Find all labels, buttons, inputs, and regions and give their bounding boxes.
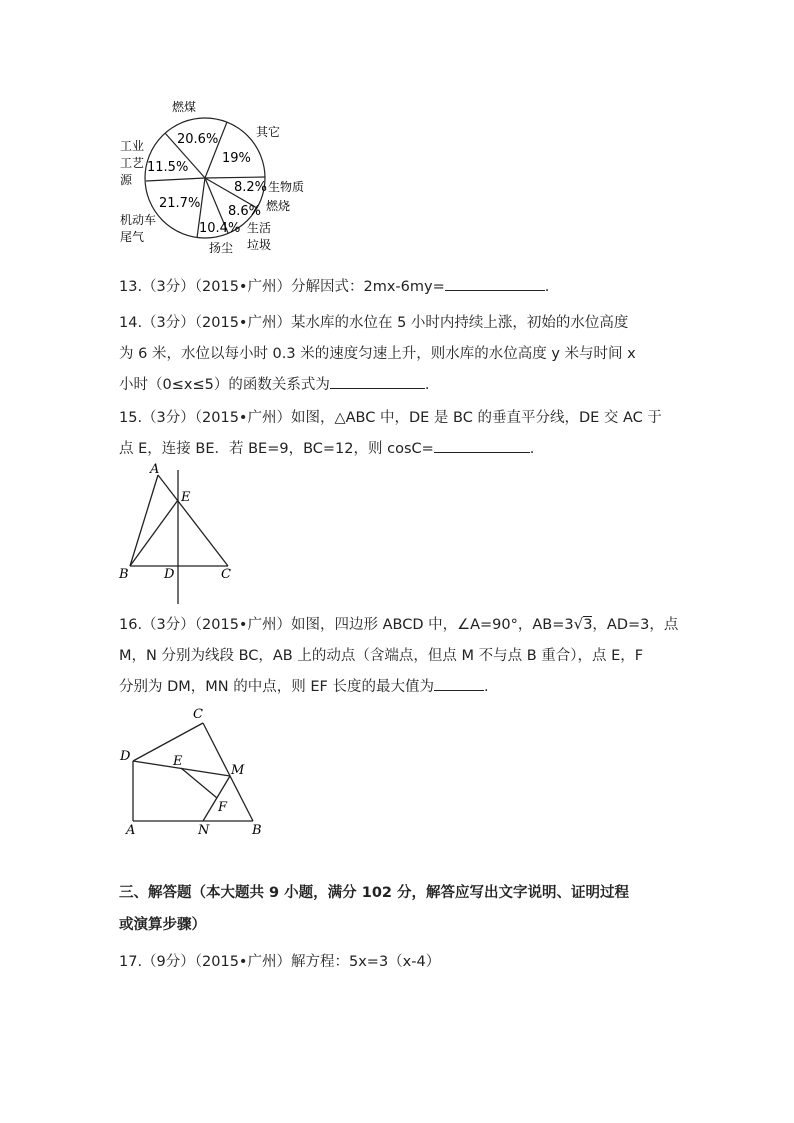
answer-blank	[445, 276, 545, 291]
answer-blank	[434, 676, 484, 691]
pie-label-bio: 生物质	[268, 180, 305, 194]
question-16-end: .	[483, 679, 489, 695]
section-3-heading-line-1: 三、解答题（本大题共 9 小题，满分 102 分，解答应写出文字说明、证明过程	[119, 885, 630, 901]
point-label-c: C	[193, 707, 203, 722]
pie-value-coal: 20.6%	[177, 132, 219, 147]
sqrt-radicand: 3	[583, 617, 593, 633]
pie-label-other: 其它	[256, 125, 281, 139]
pie-label-bio: 燃烧	[266, 199, 291, 213]
question-16-line-2: M，N 分别为线段 BC，AB 上的动点（含端点，但点 M 不与点 B 重合），点 E，F	[119, 648, 644, 664]
point-label-b: B	[119, 567, 129, 582]
pie-label-coal: 燃煤	[172, 100, 197, 114]
question-13-end: .	[544, 279, 550, 295]
pie-value-dust: 10.4%	[199, 221, 241, 236]
question-14-line-1: 14.（3分）（2015•广州）某水库的水位在 5 小时内持续上涨，初始的水位高度	[119, 315, 629, 331]
question-13	[119, 275, 549, 296]
pie-value-car: 21.7%	[159, 196, 201, 211]
question-15-line-1: 15.（3分）（2015•广州）如图，△ABC 中，DE 是 BC 的垂直平分线，DE 交 AC 于	[119, 410, 662, 426]
section-3-heading-line-2: 或演算步骤）	[119, 917, 206, 933]
segment-be	[130, 500, 178, 566]
answer-blank	[434, 438, 530, 453]
question-15-end: .	[529, 441, 535, 457]
pie-value-life: 8.6%	[228, 204, 262, 219]
pie-value-other: 19%	[222, 151, 251, 166]
segment-ac	[158, 475, 228, 566]
point-label-d: D	[120, 749, 131, 764]
question-14-line-3	[119, 373, 429, 394]
question-16-line-1	[119, 613, 678, 634]
segment-cb	[203, 723, 253, 821]
point-label-b: B	[252, 823, 262, 838]
segment-dc	[133, 723, 203, 761]
point-label-a: A	[150, 462, 160, 477]
pie-label-car: 尾气	[120, 230, 145, 244]
question-13-text: 13.（3分）（2015•广州）分解因式：2mx-6my=	[119, 279, 445, 295]
question-14-text: 小时（0≤x≤5）的函数关系式为	[119, 377, 330, 393]
point-label-m: M	[231, 763, 245, 778]
pie-value-ind: 11.5%	[147, 160, 189, 175]
question-16-text-a: 16.（3分）（2015•广州）如图，四边形 ABCD 中，∠A=90°，AB=3	[119, 617, 574, 633]
point-label-e: E	[173, 754, 183, 769]
question-15-line-2	[119, 437, 534, 458]
question-14-end: .	[424, 377, 430, 393]
segment-ab	[130, 475, 158, 566]
pie-label-life: 生活	[247, 221, 272, 235]
pie-chart-figure	[110, 95, 310, 255]
triangle-figure-q15	[112, 458, 252, 608]
question-14-line-2: 为 6 米，水位以每小时 0.3 米的速度匀速上升，则水库的水位高度 y 米与时间 x	[119, 346, 636, 362]
point-label-f: F	[218, 800, 228, 815]
point-label-a: A	[126, 823, 136, 838]
pie-label-car: 机动车	[120, 213, 157, 227]
quadrilateral-figure-q16	[112, 700, 272, 840]
pie-value-bio: 8.2%	[234, 180, 268, 195]
pie-label-ind: 源	[120, 173, 133, 187]
answer-blank	[330, 374, 425, 389]
sqrt-symbol: √	[573, 615, 584, 633]
pie-label-ind: 工业	[120, 139, 145, 153]
question-16-line-3	[119, 675, 489, 696]
question-17: 17.（9分）（2015•广州）解方程：5x=3（x-4）	[119, 954, 441, 970]
pie-label-dust: 扬尘	[209, 241, 234, 255]
pie-label-ind: 工艺	[120, 156, 145, 170]
question-16-text: 分别为 DM，MN 的中点，则 EF 长度的最大值为	[119, 679, 434, 695]
pie-divider	[146, 178, 205, 181]
pie-divider	[205, 177, 265, 178]
pie-label-life: 垃圾	[247, 238, 272, 252]
point-label-e: E	[181, 490, 191, 505]
question-15-text: 点 E，连接 BE．若 BE=9，BC=12，则 cosC=	[119, 441, 434, 457]
point-label-n: N	[198, 823, 210, 838]
point-label-c: C	[221, 567, 231, 582]
point-label-d: D	[164, 567, 175, 582]
pie-divider	[205, 122, 227, 178]
question-16-text-b: ，AD=3，点	[592, 617, 679, 633]
